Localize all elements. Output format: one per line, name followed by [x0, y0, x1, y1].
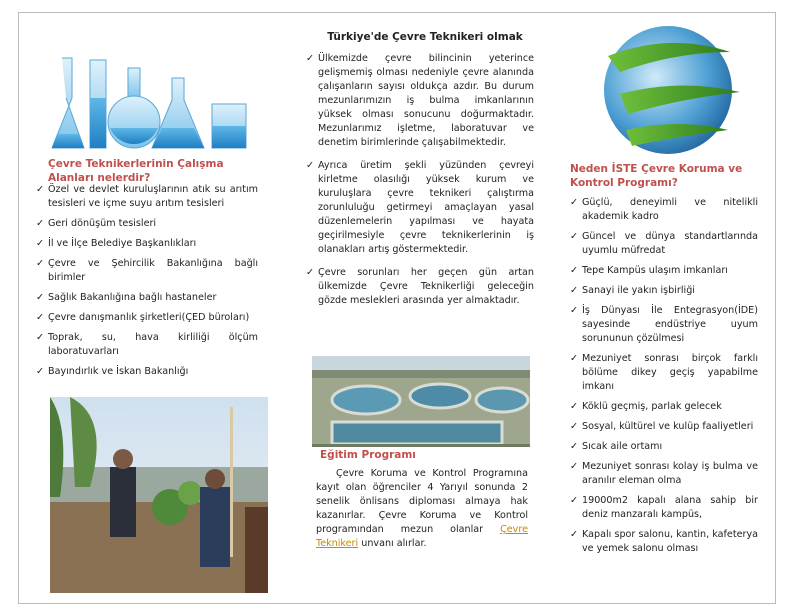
check-icon: ✓ — [570, 441, 579, 452]
list-item: ✓ Mezuniyet sonrası kolay iş bulma ve aranılır eleman olma — [570, 461, 758, 486]
cevre-teknikeri-link[interactable]: Çevre Teknikeri — [316, 524, 528, 549]
list-item: ✓ Ülkemizde çevre bilincinin yeterince gelişmemiş olması nedeniyle çevre alanında çalışanların sayısı oldukça azdır. Bu durum mezunlarımızın iş bulma imkanlarının yüksek olması sonucunu doğurmaktadır. Mezunlarımız işletme, laboratuvar ve denetim birimlerinde çalışabilmektedir. — [306, 53, 534, 148]
list-item: ✓ Sosyal, kültürel ve kulüp faaliyetleri — [570, 421, 754, 432]
work-areas-heading: Çevre Teknikerlerinin Çalışma Alanları nelerdir? — [48, 158, 224, 184]
check-icon: ✓ — [570, 353, 579, 364]
list-item: ✓ Çevre ve Şehircilik Bakanlığına bağlı birimler — [36, 258, 258, 283]
check-icon: ✓ — [36, 238, 45, 249]
list-item: ✓ İl ve İlçe Belediye Başkanlıkları — [36, 238, 197, 249]
check-icon: ✓ — [36, 258, 45, 269]
turkey-list — [306, 52, 534, 314]
list-item: ✓ Güçlü, deneyimli ve nitelikli akademik kadro — [570, 197, 758, 222]
check-icon: ✓ — [36, 218, 45, 229]
list-item: ✓ Geri dönüşüm tesisleri — [36, 218, 157, 229]
tree-planting-photo — [50, 397, 268, 593]
education-text: Çevre Koruma ve Kontrol Programına kayıt olan öğrenciler 4 Yarıyıl sonunda 2 senelik önlisans diploması almaya hak kazanırlar. Çevre Koruma ve Kontrol programından mezun olanlar Çevre Teknikeri unvanı alırlar. — [316, 468, 528, 549]
education-box — [310, 447, 532, 593]
check-icon: ✓ — [306, 267, 315, 278]
list-item: ✓ Ayrıca üretim şekli yüzünden çevreyi kirletme olasılığı yüksek kurum ve kuruluşlara çevre teknikeri çalıştırma zorunluluğu getirmeyi amaçlayan yasal düzenlemelerin yapılması ve hayata geçirilmesiyle çevre teknikerlerinin iş olanakları artış göstermektedir. — [306, 160, 534, 255]
check-icon: ✓ — [570, 495, 579, 506]
check-icon: ✓ — [570, 401, 579, 412]
list-item: ✓ Sağlık Bakanlığına bağlı hastaneler — [36, 292, 217, 303]
check-icon: ✓ — [570, 421, 579, 432]
lab-glassware-image — [44, 48, 254, 156]
check-icon: ✓ — [570, 305, 579, 316]
list-item: ✓ Köklü geçmiş, parlak gelecek — [570, 401, 722, 412]
list-item: ✓ Tepe Kampüs ulaşım imkanları — [570, 265, 728, 276]
check-icon: ✓ — [570, 285, 579, 296]
list-item: ✓ Çevre danışmanlık şirketleri(ÇED büroları) — [36, 312, 250, 323]
list-item: ✓ Bayındırlık ve İskan Bakanlığı — [36, 366, 189, 377]
list-item: ✓ İş Dünyası İle Entegrasyon(İDE) sayesinde endüstriye uyum sorununun çözülmesi — [570, 305, 758, 344]
check-icon: ✓ — [36, 366, 45, 377]
why-iste-heading: Neden İSTE Çevre Koruma ve Kontrol Programı? — [570, 163, 743, 189]
check-icon: ✓ — [570, 231, 579, 242]
treatment-plant-photo — [312, 356, 530, 452]
list-item: ✓ Toprak, su, hava kirliliği ölçüm laboratuvarları — [36, 332, 258, 357]
check-icon: ✓ — [570, 461, 579, 472]
globe-logo — [580, 22, 770, 158]
check-icon: ✓ — [570, 529, 579, 540]
turkey-title: Türkiye'de Çevre Teknikeri olmak — [327, 31, 523, 43]
check-icon: ✓ — [36, 332, 45, 343]
check-icon: ✓ — [570, 197, 579, 208]
check-icon: ✓ — [36, 292, 45, 303]
list-item: ✓ Özel ve devlet kuruluşlarının atık su arıtım tesisleri ve içme suyu arıtım tesisleri — [36, 184, 258, 209]
check-icon: ✓ — [306, 160, 315, 171]
list-item: ✓ 19000m2 kapalı alana sahip bir deniz manzaralı kampüs, — [570, 495, 758, 520]
check-icon: ✓ — [36, 184, 45, 195]
work-areas-list — [36, 183, 258, 385]
education-heading: Eğitim Programı — [320, 449, 416, 461]
list-item: ✓ Kapalı spor salonu, kantin, kafeterya ve yemek salonu olması — [570, 529, 758, 554]
check-icon: ✓ — [570, 265, 579, 276]
list-item: ✓ Güncel ve dünya standartlarında uyumlu müfredat — [570, 231, 758, 256]
check-icon: ✓ — [36, 312, 45, 323]
list-item: ✓ Sıcak aile ortamı — [570, 441, 663, 452]
why-iste-list — [570, 196, 758, 562]
list-item: ✓ Sanayi ile yakın işbirliği — [570, 285, 695, 296]
check-icon: ✓ — [306, 53, 315, 64]
list-item: ✓ Çevre sorunları her geçen gün artan ülkemizde Çevre Teknikerliği geleceğin gözde meslekleri arasında yer almaktadır. — [306, 267, 534, 306]
list-item: ✓ Mezuniyet sonrası birçok farklı bölüme dikey geçiş yapabilme imkanı — [570, 353, 758, 392]
